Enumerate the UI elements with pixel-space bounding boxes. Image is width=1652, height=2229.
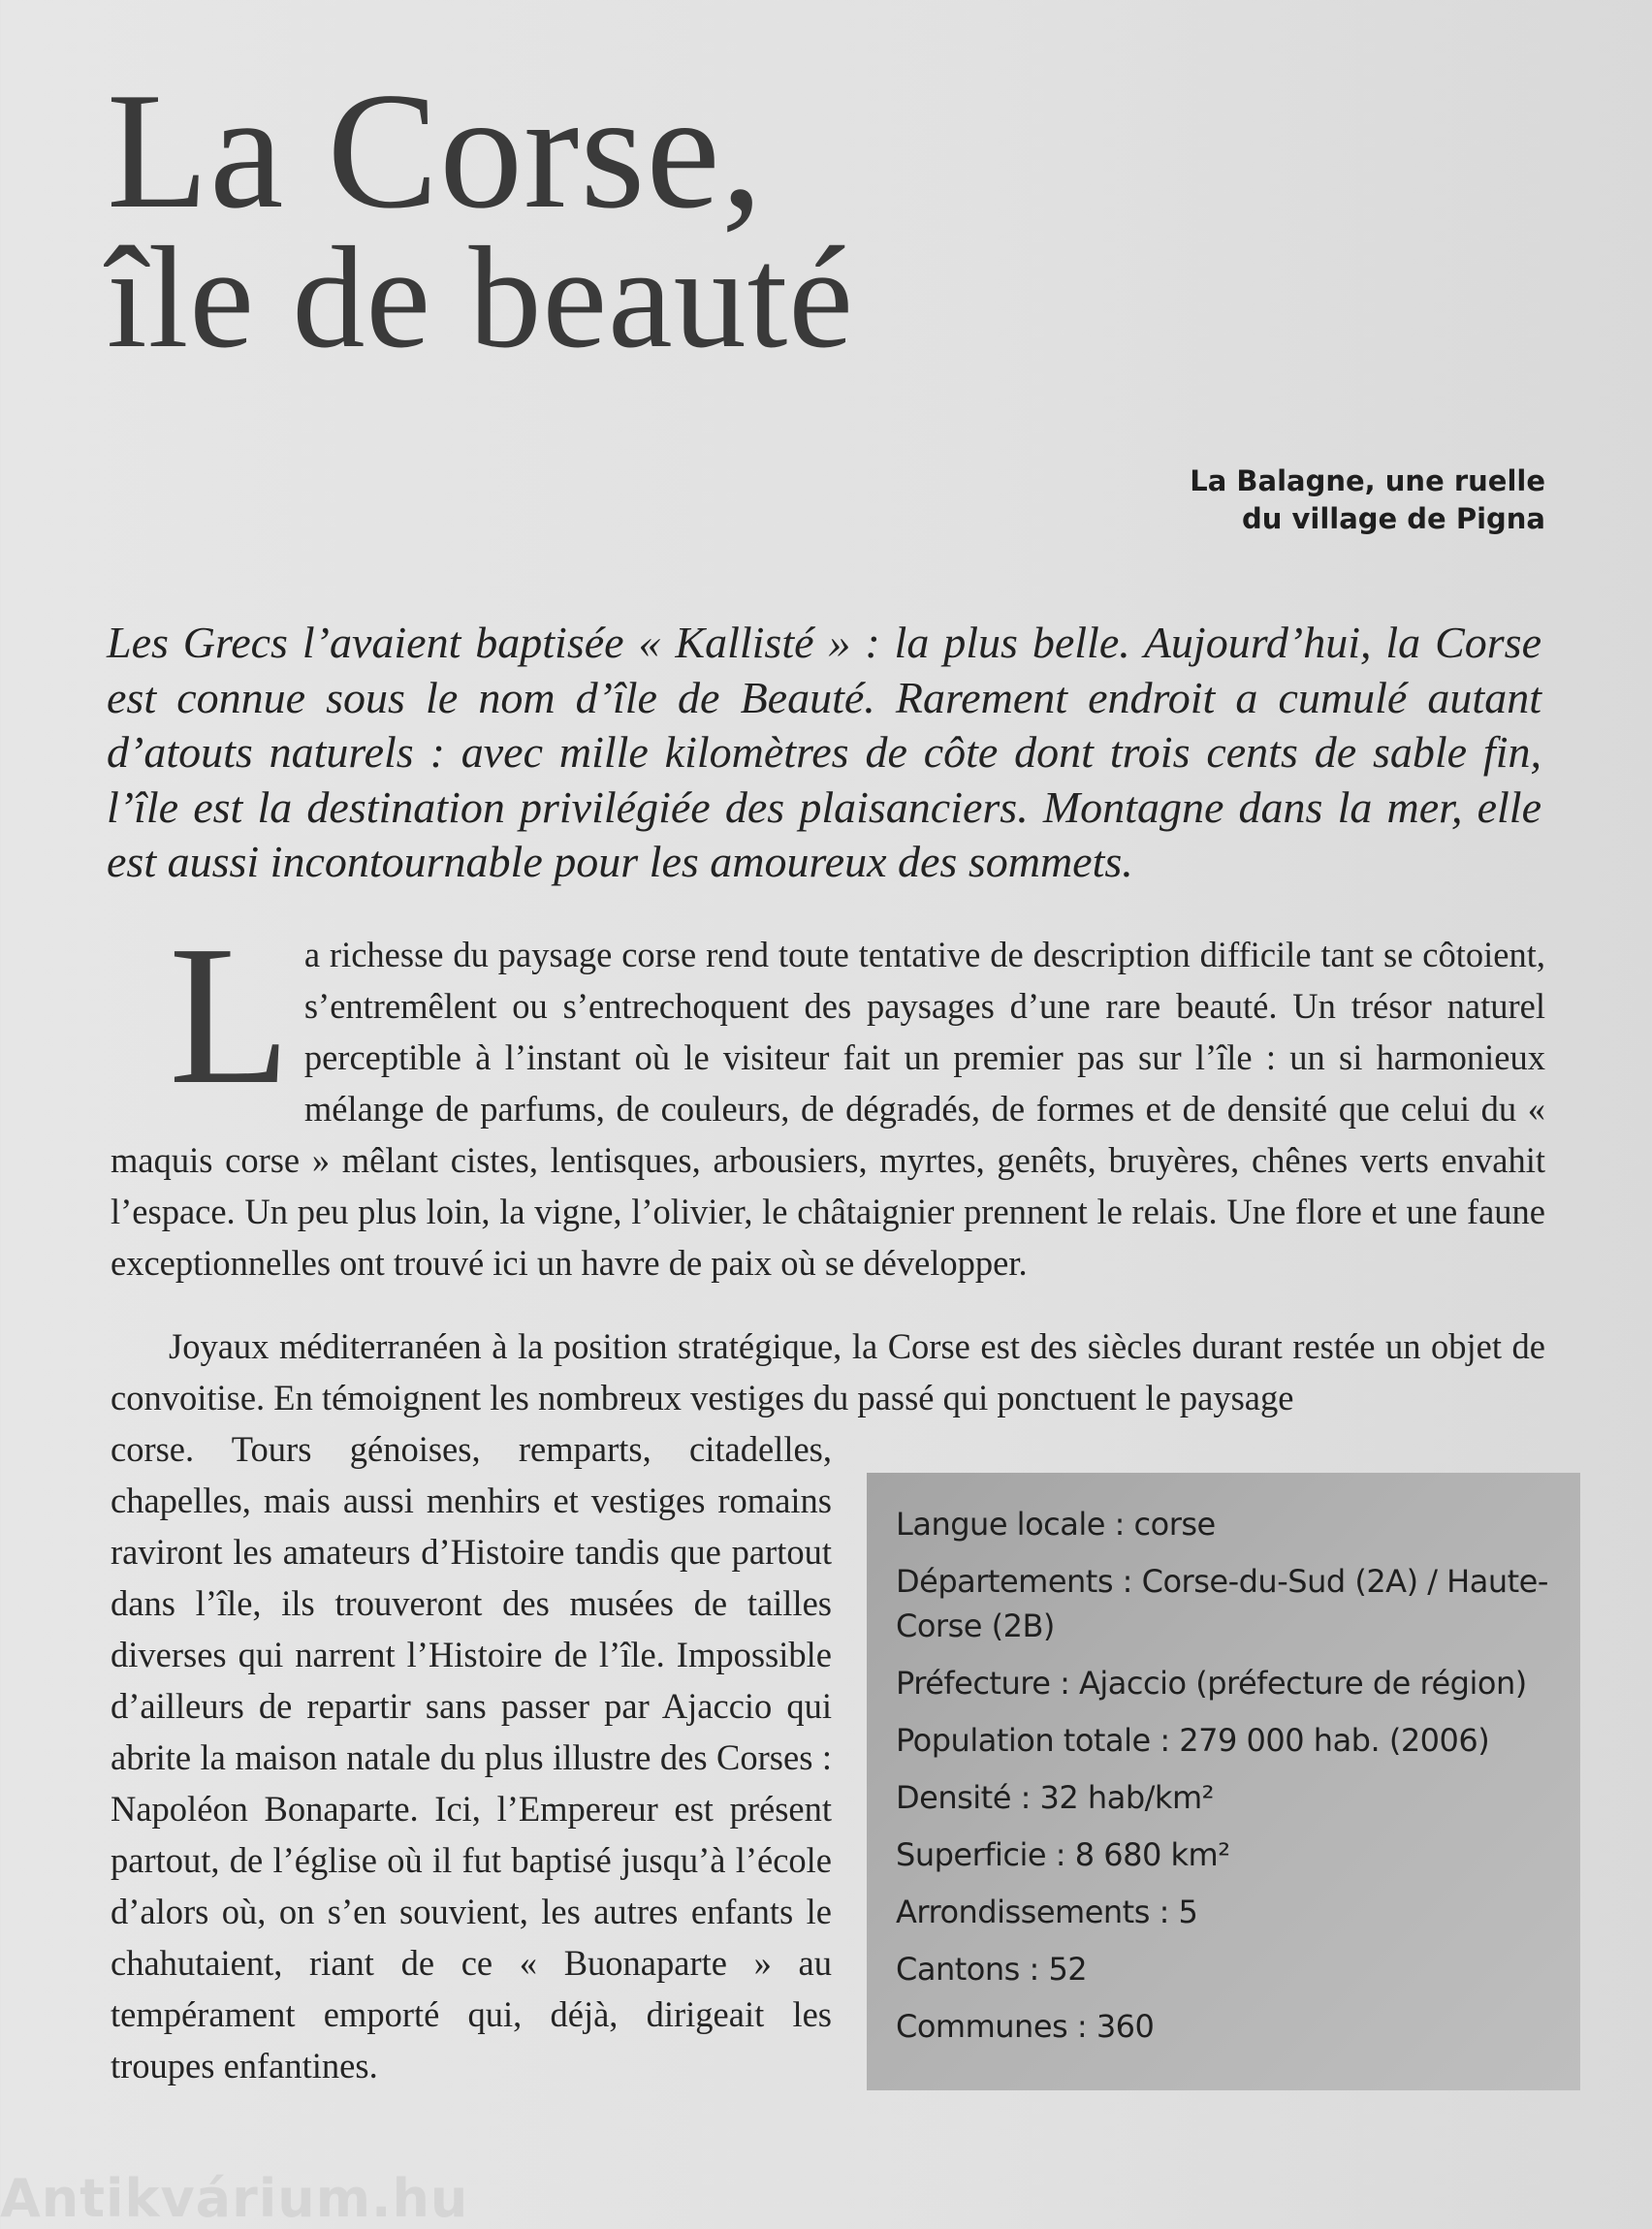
body-paragraph-2: Joyaux méditerranéen à la position stratégique, la Corse est des siècles durant restée un objet de convoitise. En témoignent les nombreux vestiges du passé qui ponctuent le paysage (111, 1326, 1545, 1417)
facts-list (896, 1502, 1553, 2049)
caption-line-2: du village de Pigna (1241, 502, 1545, 535)
fact-item-langue: Langue locale : corse (896, 1506, 1216, 1543)
fact-item-communes: Communes : 360 (896, 2008, 1155, 2045)
title-line-1: La Corse, (107, 59, 764, 243)
fact-item-prefecture: Préfecture : Ajaccio (préfecture de région) (896, 1665, 1527, 1702)
fact-item-arrondissements: Arrondissements : 5 (896, 1894, 1198, 1930)
body-paragraph-1 (111, 904, 1545, 1289)
lead-paragraph: Les Grecs l’avaient baptisée « Kallisté » : la plus belle. Aujourd’hui, la Corse est connue sous le nom d’île de Beauté. Rarement endroit a cumulé autant d’atouts naturels : avec mille kilomètres de côte dont trois cents de sable fin, l’île est la destination privilégiée des plaisanciers. Montagne dans la mer, elle est aussi incontournable pour les amoureux des sommets. (107, 618, 1541, 886)
fact-item-superficie: Superficie : 8 680 km² (896, 1836, 1230, 1873)
drop-cap: L (169, 904, 291, 1126)
page-title (107, 59, 854, 378)
facts-box (867, 1473, 1580, 2090)
fact-item-departements: Départements : Corse-du-Sud (2A) / Haute-Corse (2B) (896, 1563, 1548, 1644)
fact-item-population: Population totale : 279 000 hab. (2006) (896, 1722, 1490, 1759)
photo-caption (964, 462, 1545, 538)
fact-item-cantons: Cantons : 52 (896, 1951, 1088, 1988)
body-paragraph-3: corse. Tours génoises, remparts, citadelles, chapelles, mais aussi menhirs et vestiges romains raviront les amateurs d’Histoire tandis que partout dans l’île, ils trouveront des musées de tailles diverses qui narrent l’Histoire de l’île. Impossible d’ailleurs de repartir sans passer par Ajaccio qui abrite la maison natale du plus illustre des Corses : Napoléon Bonaparte. Ici, l’Empereur est présent partout, de l’église où il fut baptisé jusqu’à l’école d’alors où, on s’en souvient, les autres enfants le chahutaient, riant de ce « Buonaparte » au tempérament emporté qui, déjà, dirigeait les troupes enfantines. (111, 1429, 832, 2086)
fact-item-densite: Densité : 32 hab/km² (896, 1779, 1214, 1816)
title-line-2: île de beauté (107, 217, 854, 378)
caption-line-1: La Balagne, une ruelle (1190, 464, 1545, 497)
body-paragraph-1-text: a richesse du paysage corse rend toute tentative de description difficile tant se côtoient, s’entremêlent ou s’entrechoquent des paysages d’une rare beauté. Un trésor naturel perceptible à l’instant où le visiteur fait un premier pas sur l’île : un si harmonieux mélange de parfums, de couleurs, de dégradés, de formes et de densité que celui du « maquis corse » mêlant cistes, lentisques, arbousiers, myrtes, genêts, bruyères, chênes verts envahit l’espace. Un peu plus loin, la vigne, l’olivier, le châtaignier prennent le relais. Une flore et une faune exceptionnelles ont trouvé ici un havre de paix où se développer. (111, 935, 1545, 1283)
watermark: Antikvárium.hu (0, 2168, 469, 2229)
